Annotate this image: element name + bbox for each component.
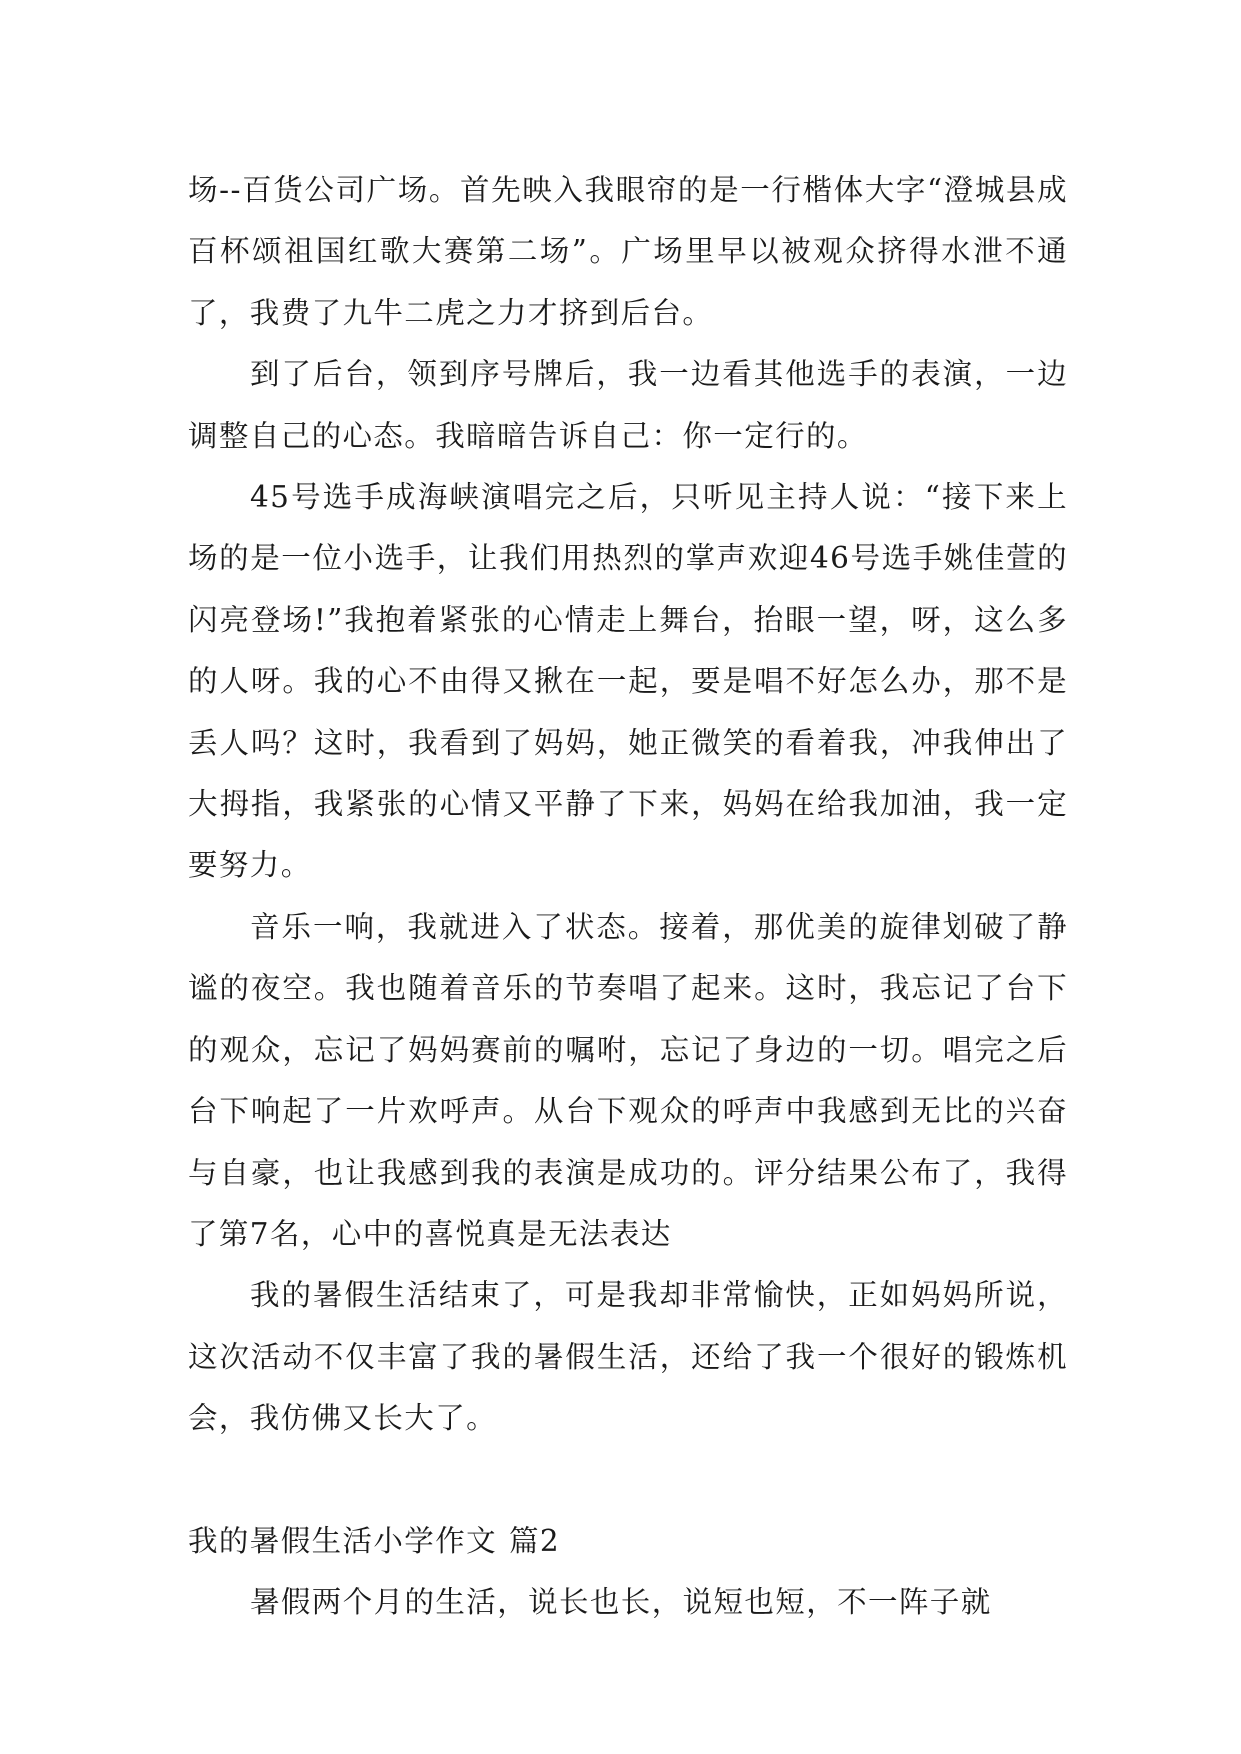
section-heading-title: 我的暑假生活小学作文 <box>188 1523 498 1558</box>
section-heading-number: 篇2 <box>509 1523 561 1558</box>
paragraph-on-stage: 45号选手成海峡演唱完之后，只听见主持人说：“接下来上场的是一位小选手，让我们用热烈的掌声欢迎46号选手姚佳萱的闪亮登场!”我抱着紧张的心情走上舞台，抬眼一望，呀，这么多的人呀。我的心不由得又揪在一起，要是唱不好怎么办，那不是丢人吗？这时，我看到了妈妈，她正微笑的看着我，冲我伸出了大拇指，我紧张的心情又平静了下来，妈妈在给我加油，我一定要努力。 <box>188 480 1068 883</box>
section-heading <box>188 1511 1068 1572</box>
paragraph-backstage: 到了后台，领到序号牌后，我一边看其他选手的表演，一边调整自己的心态。我暗暗告诉自己：你一定行的。 <box>188 357 1068 453</box>
paragraph-section-2-opening: 暑假两个月的生活，说长也长，说短也短，不一阵子就 <box>250 1584 992 1619</box>
document-body <box>188 160 1068 1633</box>
paragraph-conclusion: 我的暑假生活结束了，可是我却非常愉快，正如妈妈所说，这次活动不仅丰富了我的暑假生活，还给了我一个很好的锻炼机会，我仿佛又长大了。 <box>188 1278 1068 1436</box>
paragraph-performance: 音乐一响，我就进入了状态。接着，那优美的旋律划破了静谧的夜空。我也随着音乐的节奏唱了起来。这时，我忘记了台下的观众，忘记了妈妈赛前的嘱咐，忘记了身边的一切。唱完之后台下响起了一片欢呼声。从台下观众的呼声中我感到无比的兴奋与自豪，也让我感到我的表演是成功的。评分结果公布了，我得了第7名，心中的喜悦真是无法表达 <box>188 909 1068 1251</box>
paragraph-arrival: 场--百货公司广场。首先映入我眼帘的是一行楷体大字“澄城县成百杯颂祖国红歌大赛第二场”。广场里早以被观众挤得水泄不通了，我费了九牛二虎之力才挤到后台。 <box>188 173 1068 330</box>
